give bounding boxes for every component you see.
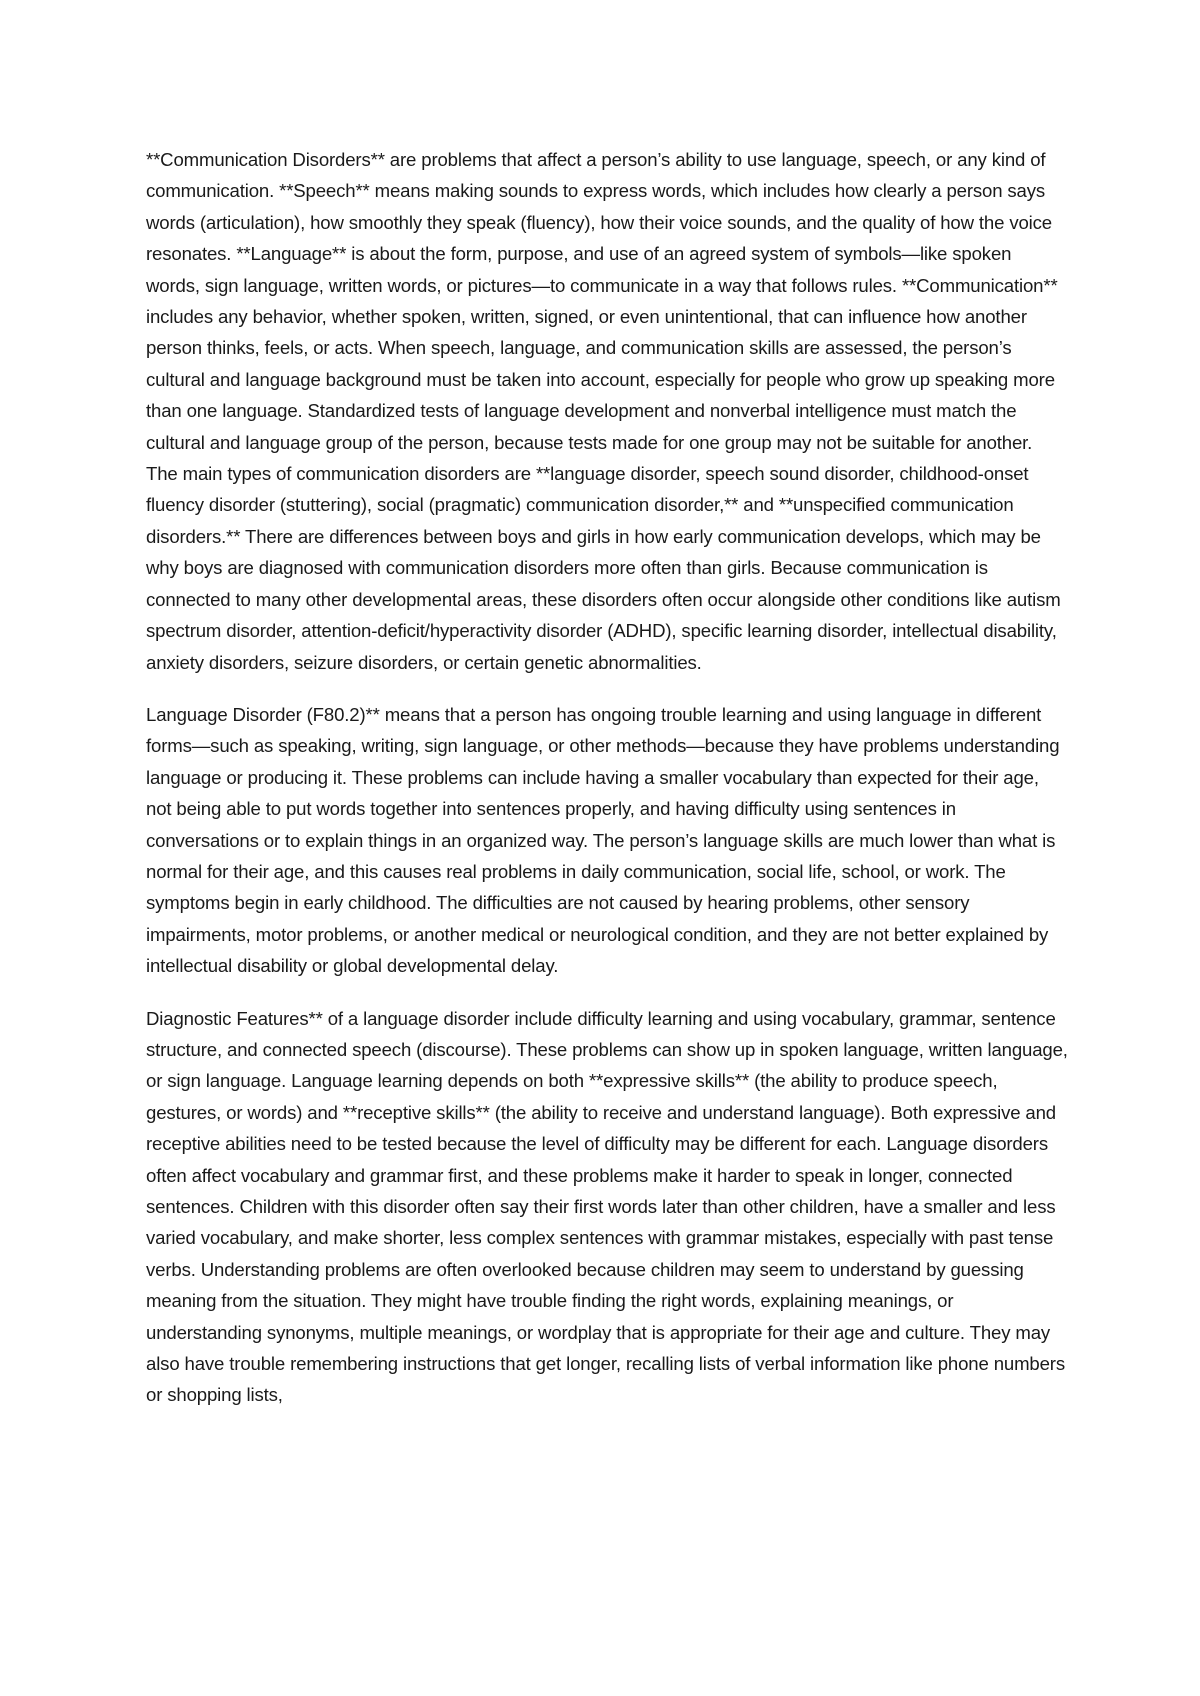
document-body — [146, 144, 1068, 1411]
paragraph-language-disorder: Language Disorder (F80.2)** means that a person has ongoing trouble learning and using language in different forms—such as speaking, writing, sign language, or other methods—because they have problems understanding language or producing it. These problems can include having a smaller vocabulary than expected for their age, not being able to put words together into sentences properly, and having difficulty using sentences in conversations or to explain things in an organized way. The person’s language skills are much lower than what is normal for their age, and this causes real problems in daily communication, social life, school, or work. The symptoms begin in early childhood. The difficulties are not caused by hearing problems, other sensory impairments, motor problems, or another medical or neurological condition, and they are not better explained by intellectual disability or global developmental delay. — [146, 703, 1060, 977]
paragraph-diagnostic-features: Diagnostic Features** of a language disorder include difficulty learning and using vocabulary, grammar, sentence structure, and connected speech (discourse). These problems can show up in spoken language, written language, or sign language. Language learning depends on both **expressive skills** (the ability to produce speech, gestures, or words) and **receptive skills** (the ability to receive and understand language). Both expressive and receptive abilities need to be tested because the level of difficulty may be different for each. Language disorders often affect vocabulary and grammar first, and these problems make it harder to speak in longer, connected sentences. Children with this disorder often say their first words later than other children, have a smaller and less varied vocabulary, and make shorter, less complex sentences with grammar mistakes, especially with past tense verbs. Understanding problems are often overlooked because children may seem to understand by guessing meaning from the situation. They might have trouble finding the right words, explaining meanings, or understanding synonyms, multiple meanings, or wordplay that is appropriate for their age and culture. They may also have trouble remembering instructions that get longer, recalling lists of verbal information like phone numbers or shopping lists, — [146, 1007, 1068, 1406]
paragraph-communication-disorders: **Communication Disorders** are problems that affect a person’s ability to use language, speech, or any kind of communication. **Speech** means making sounds to express words, which includes how clearly a person says words (articulation), how smoothly they speak (fluency), how their voice sounds, and the quality of how the voice resonates. **Language** is about the form, purpose, and use of an agreed system of symbols—like spoken words, sign language, written words, or pictures—to communicate in a way that follows rules. **Communication** includes any behavior, whether spoken, written, signed, or even unintentional, that can influence how another person thinks, feels, or acts. When speech, language, and communication skills are assessed, the person’s cultural and language background must be taken into account, especially for people who grow up speaking more than one language. Standardized tests of language development and nonverbal intelligence must match the cultural and language group of the person, because tests made for one group may not be suitable for another. The main types of communication disorders are **language disorder, speech sound disorder, childhood-onset fluency disorder (stuttering), social (pragmatic) communication disorder,** and **unspecified communication disorders.** There are differences between boys and girls in how early communication develops, which may be why boys are diagnosed with communication disorders more often than girls. Because communication is connected to many other developmental areas, these disorders often occur alongside other conditions like autism spectrum disorder, attention-deficit/hyperactivity disorder (ADHD), specific learning disorder, intellectual disability, anxiety disorders, seizure disorders, or certain genetic abnormalities. — [146, 149, 1061, 673]
